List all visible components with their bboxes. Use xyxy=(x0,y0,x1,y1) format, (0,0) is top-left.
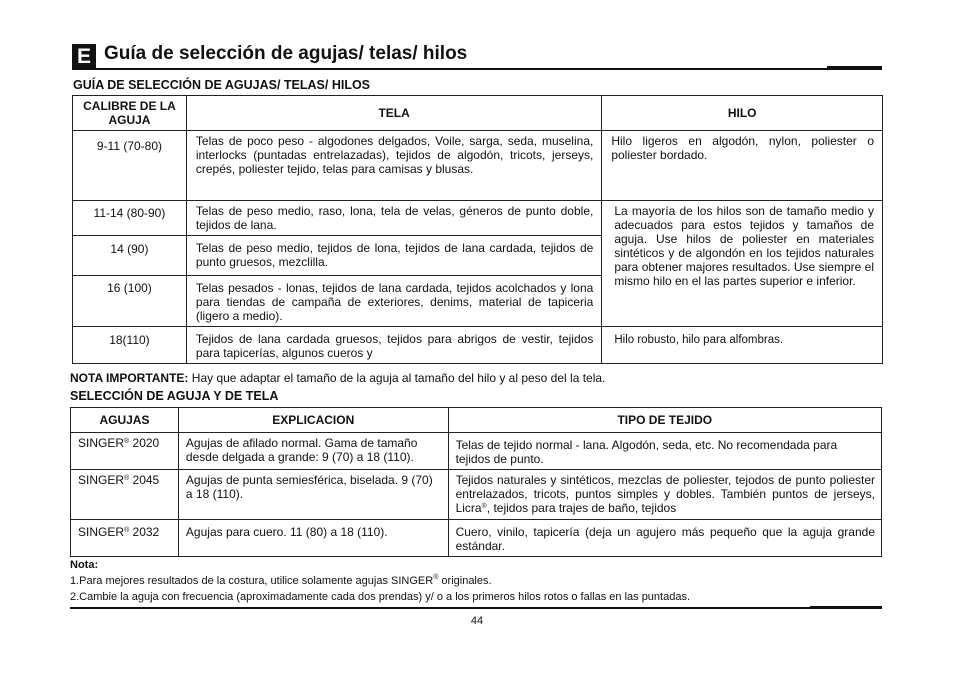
tela-cell: Tejidos de lana cardada gruesos, tejidos para abrigos de vestir, tejidos para tapicerías, algunos cueros y xyxy=(186,327,601,364)
model-number: 2020 xyxy=(132,436,160,450)
footer-rule-accent xyxy=(810,606,882,609)
col-header-tipo: TIPO DE TEJIDO xyxy=(448,408,881,433)
needle-fabric-thread-table xyxy=(72,95,883,364)
page-number: 44 xyxy=(470,615,484,627)
calibre-cell: 18(110) xyxy=(73,327,187,364)
needle-model-cell xyxy=(71,520,179,557)
hilo-merged-cell: La mayoría de los hilos son de tamaño medio y adecuados para estos tejidos y tamaños de aguja. Use hilos de poliester en materiales sintéticos y de algondón en los tejidos naturales para obtener majores resultados. Use siempre el mismo hilo en el las partes superior e inferior. xyxy=(602,201,883,327)
col-header-tela: TELA xyxy=(186,96,601,131)
tipo-cell xyxy=(448,470,881,520)
table-row xyxy=(73,201,883,236)
model-number: 2045 xyxy=(132,473,160,487)
note-line-2: 2.Cambie la aguja con frecuencia (aproximadamente cada dos prendas) y/ o a los primeros hilos rotos o fallas en las puntadas. xyxy=(70,591,691,603)
header-rule-accent xyxy=(827,66,882,70)
tela-cell: Telas de peso medio, raso, lona, tela de velas, géneros de punto doble, tejidos de lana. xyxy=(186,201,601,236)
notes-title: Nota: xyxy=(70,559,99,571)
important-note-text: Hay que adaptar el tamaño de la aguja al tamaño del hilo y al peso del la tela. xyxy=(191,371,606,385)
registered-mark: ® xyxy=(124,438,130,445)
explicacion-cell: Agujas de afilado normal. Gama de tamaño desde delgada a grande: 9 (70) a 18 (110). xyxy=(178,433,448,470)
calibre-cell: 11-14 (80-90) xyxy=(73,201,187,236)
needle-model-cell xyxy=(71,433,179,470)
needle-selection-table xyxy=(70,407,882,557)
table2-title: SELECCIÓN DE AGUJA Y DE TELA xyxy=(70,389,279,403)
registered-mark: ® xyxy=(124,475,130,482)
col-header-hilo: HILO xyxy=(602,96,883,131)
col-header-explicacion: EXPLICACION xyxy=(178,408,448,433)
explicacion-cell: Agujas de punta semiesférica, biselada. 9 (70) a 18 (110). xyxy=(178,470,448,520)
table-row xyxy=(71,433,882,470)
explicacion-cell: Agujas para cuero. 11 (80) a 18 (110). xyxy=(178,520,448,557)
header-rule xyxy=(72,68,882,70)
table-row xyxy=(71,470,882,520)
tela-cell: Telas pesados - lonas, tejidos de lana cardada, tejidos acolchados y lona para tiendas de campaña de exteriores, denims, material de tapiceria (ligero a medio). xyxy=(186,276,601,327)
registered-mark: ® xyxy=(124,527,130,534)
note-text: originales. xyxy=(438,575,492,587)
tela-cell: Telas de peso medio, tejidos de lona, tejidos de lana cardada, tejidos de punto gruesos, mezclilla. xyxy=(186,236,601,276)
section-badge: E xyxy=(72,44,96,69)
footer-rule xyxy=(70,607,882,609)
important-note-label: NOTA IMPORTANTE: xyxy=(70,371,189,385)
needle-model-cell xyxy=(71,470,179,520)
note-line-1 xyxy=(70,575,492,587)
hilo-cell: Hilo ligeros en algodón, nylon, poliester o poliester bordado. xyxy=(602,131,883,201)
col-header-calibre: CALIBRE DE LA AGUJA xyxy=(73,96,187,131)
hilo-cell: Hilo robusto, hilo para alfombras. xyxy=(602,327,883,364)
calibre-cell: 9-11 (70-80) xyxy=(73,131,187,201)
table-header-row xyxy=(71,408,882,433)
calibre-cell: 14 (90) xyxy=(73,236,187,276)
table-row xyxy=(71,520,882,557)
page-header xyxy=(72,42,882,72)
brand-name: SINGER xyxy=(78,436,125,450)
table-header-row xyxy=(73,96,883,131)
brand-name: SINGER xyxy=(78,525,125,539)
tipo-cell: Cuero, vinilo, tapicería (deja un agujero más pequeño que la aguja grande estándar. xyxy=(448,520,881,557)
important-note xyxy=(70,371,605,385)
note-text: 1.Para mejores resultados de la costura, utilice solamente agujas SINGER xyxy=(70,575,434,587)
calibre-cell: 16 (100) xyxy=(73,276,187,327)
page-title: Guía de selección de agujas/ telas/ hilos xyxy=(104,43,468,64)
table-row xyxy=(73,327,883,364)
tipo-cell: Telas de tejido normal - lana. Algodón, seda, etc. No recomendada para tejidos de punto. xyxy=(448,433,881,470)
tipo-text: , tejidos para trajes de baño, tejidos xyxy=(486,501,677,515)
tipo-text: Tejidos naturales y sintéticos, mezclas de poliester, tejodos de punto poliester entrelazados, tricots, puntos simples y dobles. También puntos de jerseys, Licra xyxy=(455,473,875,515)
table1-title: GUÍA DE SELECCIÓN DE AGUJAS/ TELAS/ HILOS xyxy=(73,78,371,92)
registered-mark: ® xyxy=(433,574,439,581)
brand-name: SINGER xyxy=(78,473,125,487)
col-header-agujas: AGUJAS xyxy=(71,408,179,433)
registered-mark: ® xyxy=(481,503,487,510)
tela-cell: Telas de poco peso - algodones delgados, Voile, sarga, seda, muselina, interlocks (puntadas entrelazadas), tejidos de algodón, tricots, jerseys, crepés, poliester tejido, telas para camisas y blusas. xyxy=(186,131,601,201)
table-row xyxy=(73,131,883,201)
model-number: 2032 xyxy=(132,525,160,539)
